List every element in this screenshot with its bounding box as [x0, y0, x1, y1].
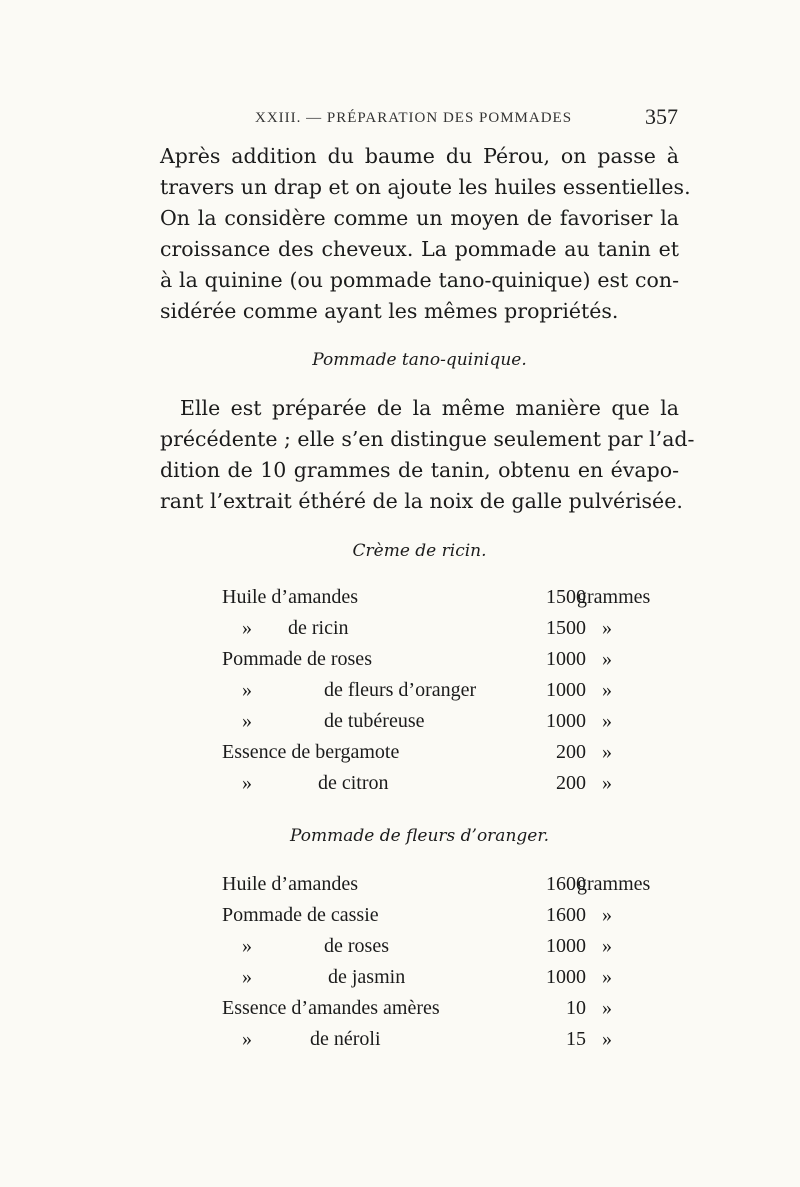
ingredient-name: Essence de bergamote — [222, 741, 400, 763]
ingredient-name: Huile d’amandes — [222, 586, 359, 608]
text-line: On la considère comme un moyen de favoriser la — [160, 206, 679, 230]
ditto-unit: » — [602, 1028, 612, 1050]
ingredient-quantity: 15 — [566, 1028, 586, 1050]
ingredient-quantity: 1000 — [546, 935, 586, 957]
recipe-pommade-fleurs-oranger — [222, 873, 682, 1059]
ditto-mark: » — [242, 617, 252, 639]
ingredient-name: de néroli — [310, 1028, 381, 1050]
page-number: 357 — [645, 104, 678, 129]
recipe-row — [222, 586, 682, 617]
ingredient-quantity: 1500 — [546, 617, 586, 639]
ingredient-unit: grammes — [577, 873, 651, 895]
ditto-unit: » — [602, 648, 612, 670]
ditto-unit: » — [602, 904, 612, 926]
ingredient-quantity: 1000 — [546, 966, 586, 988]
recipe-row — [222, 741, 682, 772]
recipe-creme-de-ricin — [222, 586, 682, 803]
text-line: sidérée comme ayant les mêmes propriétés. — [160, 299, 619, 323]
ditto-mark: » — [242, 710, 252, 732]
ingredient-name: Pommade de roses — [222, 648, 372, 670]
section-heading-creme-de-ricin: Crème de ricin. — [352, 541, 487, 561]
ingredient-name: de jasmin — [328, 966, 406, 988]
ingredient-name: de ricin — [288, 617, 349, 639]
ingredient-quantity: 10 — [566, 997, 586, 1019]
ditto-unit: » — [602, 772, 612, 794]
recipe-row — [222, 935, 682, 966]
running-title: XXIII. — PRÉPARATION DES POMMADES — [255, 110, 573, 126]
ingredient-quantity: 1500 — [546, 586, 586, 608]
ingredient-name: de tubéreuse — [324, 710, 425, 732]
ingredient-quantity: 200 — [556, 741, 586, 763]
ditto-unit: » — [602, 617, 612, 639]
recipe-row — [222, 679, 682, 710]
text-line: rant l’extrait éthéré de la noix de galle pulvérisée. — [160, 489, 683, 513]
ingredient-quantity: 1600 — [546, 873, 586, 895]
section-heading-fleurs-oranger: Pommade de fleurs d’oranger. — [290, 826, 549, 846]
ingredient-name: Essence d’amandes amères — [222, 997, 440, 1019]
recipe-row — [222, 1028, 682, 1059]
ingredient-quantity: 1000 — [546, 710, 586, 732]
recipe-row — [222, 710, 682, 741]
ditto-mark: » — [242, 772, 252, 794]
ingredient-name: Pommade de cassie — [222, 904, 379, 926]
ditto-unit: » — [602, 966, 612, 988]
ingredient-unit: grammes — [577, 586, 651, 608]
ditto-mark: » — [242, 1028, 252, 1050]
ditto-mark: » — [242, 679, 252, 701]
ditto-unit: » — [602, 679, 612, 701]
ingredient-name: de citron — [318, 772, 389, 794]
ditto-unit: » — [602, 710, 612, 732]
recipe-row — [222, 904, 682, 935]
text-line: croissance des cheveux. La pommade au tanin et — [160, 237, 679, 261]
page-header — [160, 104, 680, 130]
ingredient-quantity: 1000 — [546, 679, 586, 701]
paragraph-1 — [160, 141, 691, 327]
text-line: Elle est préparée de la même manière que la — [180, 396, 679, 420]
recipe-row — [222, 772, 682, 803]
recipe-row — [222, 617, 682, 648]
ingredient-quantity: 1000 — [546, 648, 586, 670]
ditto-unit: » — [602, 741, 612, 763]
text-line: Après addition du baume du Pérou, on passe à — [160, 144, 679, 168]
recipe-row — [222, 648, 682, 679]
section-heading-tano-quinique: Pommade tano-quinique. — [312, 350, 527, 370]
text-line: précédente ; elle s’en distingue seulement par l’ad- — [160, 427, 695, 451]
recipe-row — [222, 966, 682, 997]
ditto-unit: » — [602, 997, 612, 1019]
ingredient-name: de fleurs d’oranger — [324, 679, 477, 701]
ingredient-quantity: 200 — [556, 772, 586, 794]
ditto-mark: » — [242, 966, 252, 988]
ditto-unit: » — [602, 935, 612, 957]
ditto-mark: » — [242, 935, 252, 957]
text-line: à la quinine (ou pommade tano-quinique) est con- — [160, 268, 679, 292]
paragraph-2 — [160, 393, 695, 517]
ingredient-quantity: 1600 — [546, 904, 586, 926]
text-line: travers un drap et on ajoute les huiles essentielles. — [160, 175, 691, 199]
ingredient-name: de roses — [324, 935, 389, 957]
recipe-row — [222, 997, 682, 1028]
ingredient-name: Huile d’amandes — [222, 873, 359, 895]
recipe-row — [222, 873, 682, 904]
text-line: dition de 10 grammes de tanin, obtenu en évapo- — [160, 458, 679, 482]
